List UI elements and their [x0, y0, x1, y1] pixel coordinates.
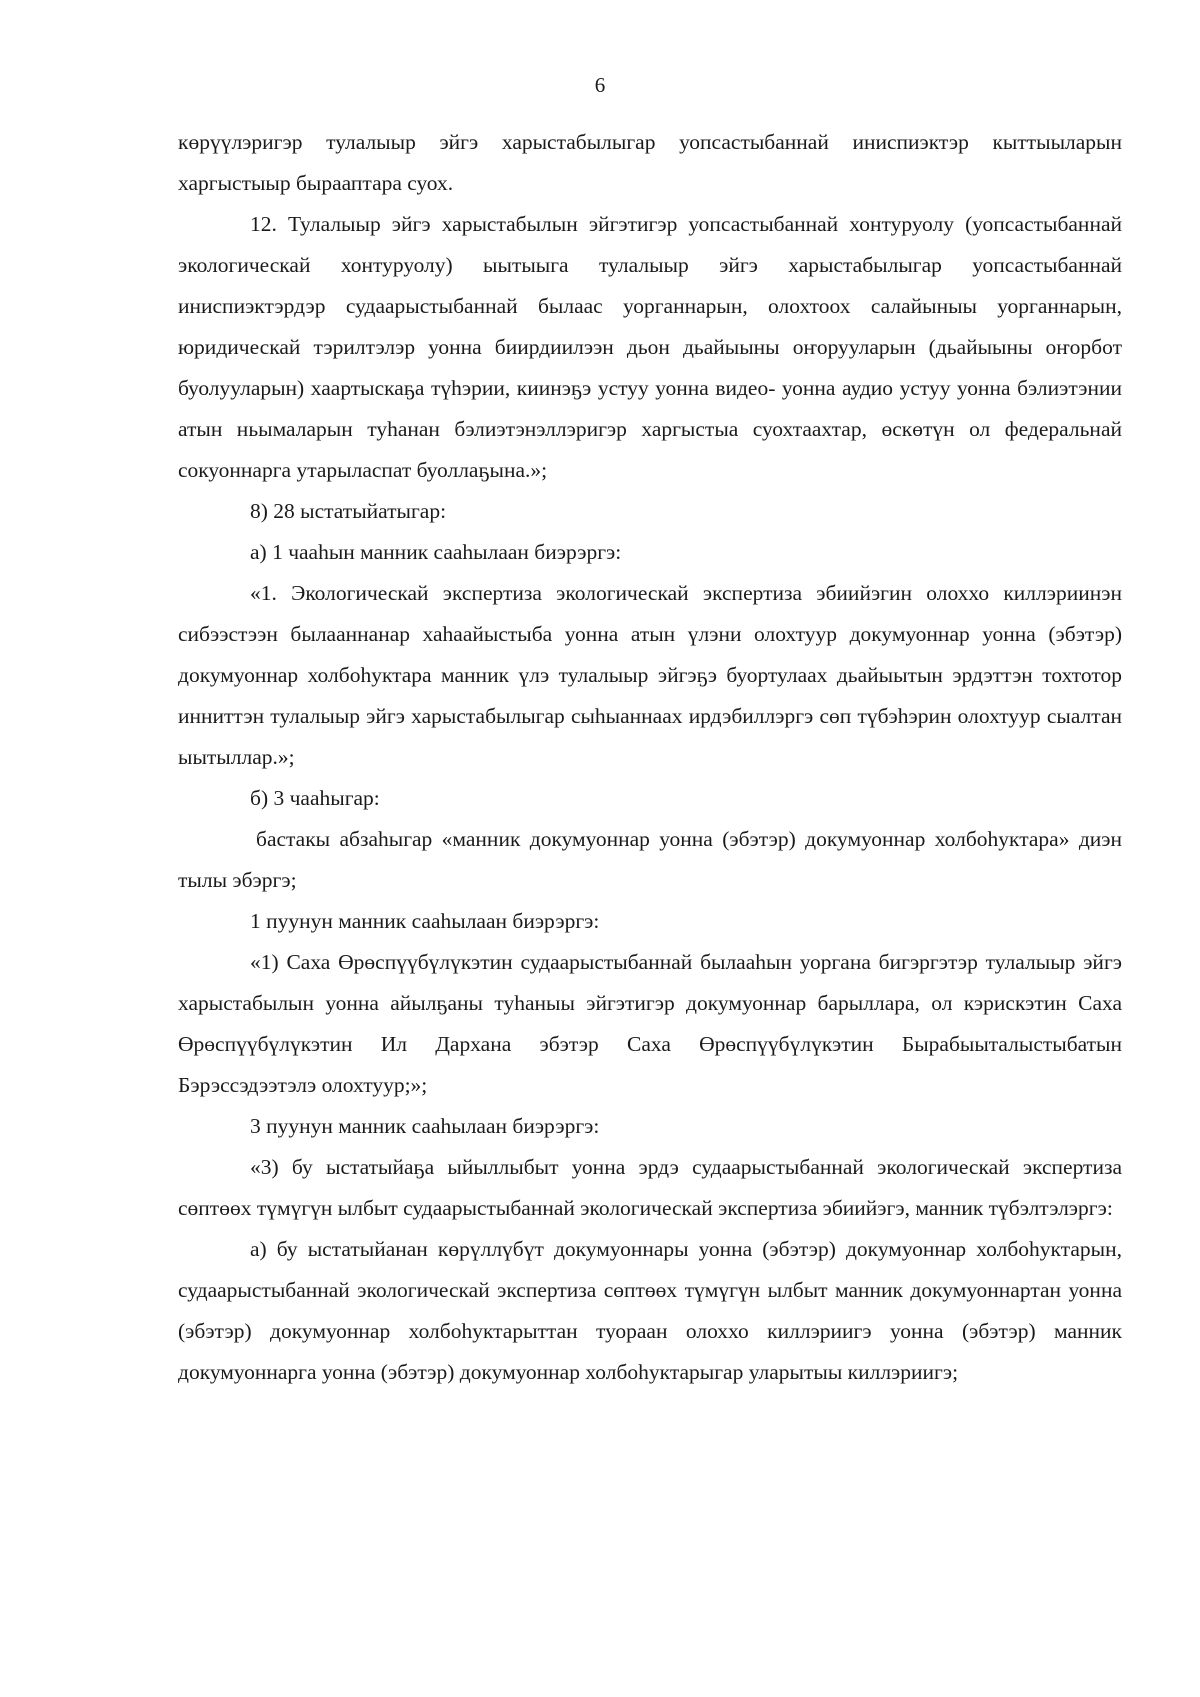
page-number: 6 [594, 73, 606, 97]
paragraph-subitem-a: а) 1 чааһын манник сааһылаан биэрэргэ: [250, 540, 622, 564]
paragraph-quote-1: «1. Экологическай экспертиза экологическай экспертиза эбиийэгин олоххо киллэриинэн сибээстээн былааннанар хаһаайыстыба уонна атын үлэни олохтуур докумуоннар уонна (эбэтэр) докумуоннар холбоһуктара манник үлэ тулалыыр эйгэҕэ буортулаах дьайыытын эрдэттэн тохтотор инниттэн тулалыыр эйгэ харыстабылыгар сыһыаннаах ирдэбиллэргэ сөп түбэһэрин олохтуур сыалтан ыытыллар.»; [178, 581, 1122, 769]
paragraph-point-3-text: «3) бу ыстатыйаҕа ыйыллыбыт уонна эрдэ судаарыстыбаннай экологическай экспертиза сөптөөх түмүгүн ылбыт судаарыстыбаннай экологическай экспертиза эбиийэгэ, манник түбэлтэлэргэ: [178, 1155, 1122, 1220]
paragraph-first-abzac: бастакы абзаһыгар «манник докумуоннар уонна (эбэтэр) докумуоннар холбоһуктара» диэн тылы эбэргэ; [178, 827, 1122, 892]
paragraph-point-3-a: а) бу ыстатыйанан көрүллүбүт докумуоннары уонна (эбэтэр) докумуоннар холбоһуктарын, судаарыстыбаннай экологическай экспертиза сөптөөх түмүгүн ылбыт манник докумуоннартан уонна (эбэтэр) докумуоннар холбоһуктарыттан туораан олоххо киллэриигэ уонна (эбэтэр) манник докумуоннарга уонна (эбэтэр) докумуоннар холбоһуктарыгар уларытыы киллэриигэ; [178, 1237, 1122, 1384]
paragraph-continuation: көрүүлэригэр тулалыыр эйгэ харыстабылыгар уопсастыбаннай иниспиэктэр кыттыыларын харгыстыыр бырааптара суох. [178, 130, 1122, 195]
paragraph-item-8: 8) 28 ыстатыйатыгар: [250, 499, 447, 523]
document-body [178, 122, 1122, 1393]
paragraph-point-1-text: «1) Саха Өрөспүүбүлүкэтин судаарыстыбаннай былааһын уоргана бигэргэтэр тулалыыр эйгэ харыстабылын уонна айылҕаны туһаныы эйгэтигэр докумуоннар барыллара, ол кэрискэтин Саха Өрөспүүбүлүкэтин Ил Дархана эбэтэр Саха Өрөспүүбүлүкэтин Бырабыыталыстыбатын Бэрэссэдээтэлэ олохтуур;»; [178, 950, 1122, 1097]
paragraph-subitem-b: б) 3 чааһыгар: [250, 786, 380, 810]
paragraph-point-3-intro: 3 пуунун манник сааһылаан биэрэргэ: [250, 1114, 600, 1138]
paragraph-point-1-intro: 1 пуунун манник сааһылаан биэрэргэ: [250, 909, 600, 933]
paragraph-item-12: 12. Тулалыыр эйгэ харыстабылын эйгэтигэр уопсастыбаннай хонтуруолу (уопсастыбаннай экологическай хонтуруолу) ыытыыга тулалыыр эйгэ харыстабылыгар уопсастыбаннай иниспиэктэрдэр судаарыстыбаннай былаас уорганнарын, олохтоох салайыныы уорганнарын, юридическай тэрилтэлэр уонна биирдиилээн дьон дьайыыны оҥорууларын (дьайыыны оҥорбот буолууларын) хаартыскаҕа түһэрии, киинэҕэ устуу уонна видео- уонна аудио устуу уонна бэлиэтэнии атын ньымаларын туһанан бэлиэтэнэллэригэр харгыстыа суохтаахтар, өскөтүн ол федеральнай сокуоннарга утарыласпат буоллаҕына.»; [178, 212, 1122, 482]
